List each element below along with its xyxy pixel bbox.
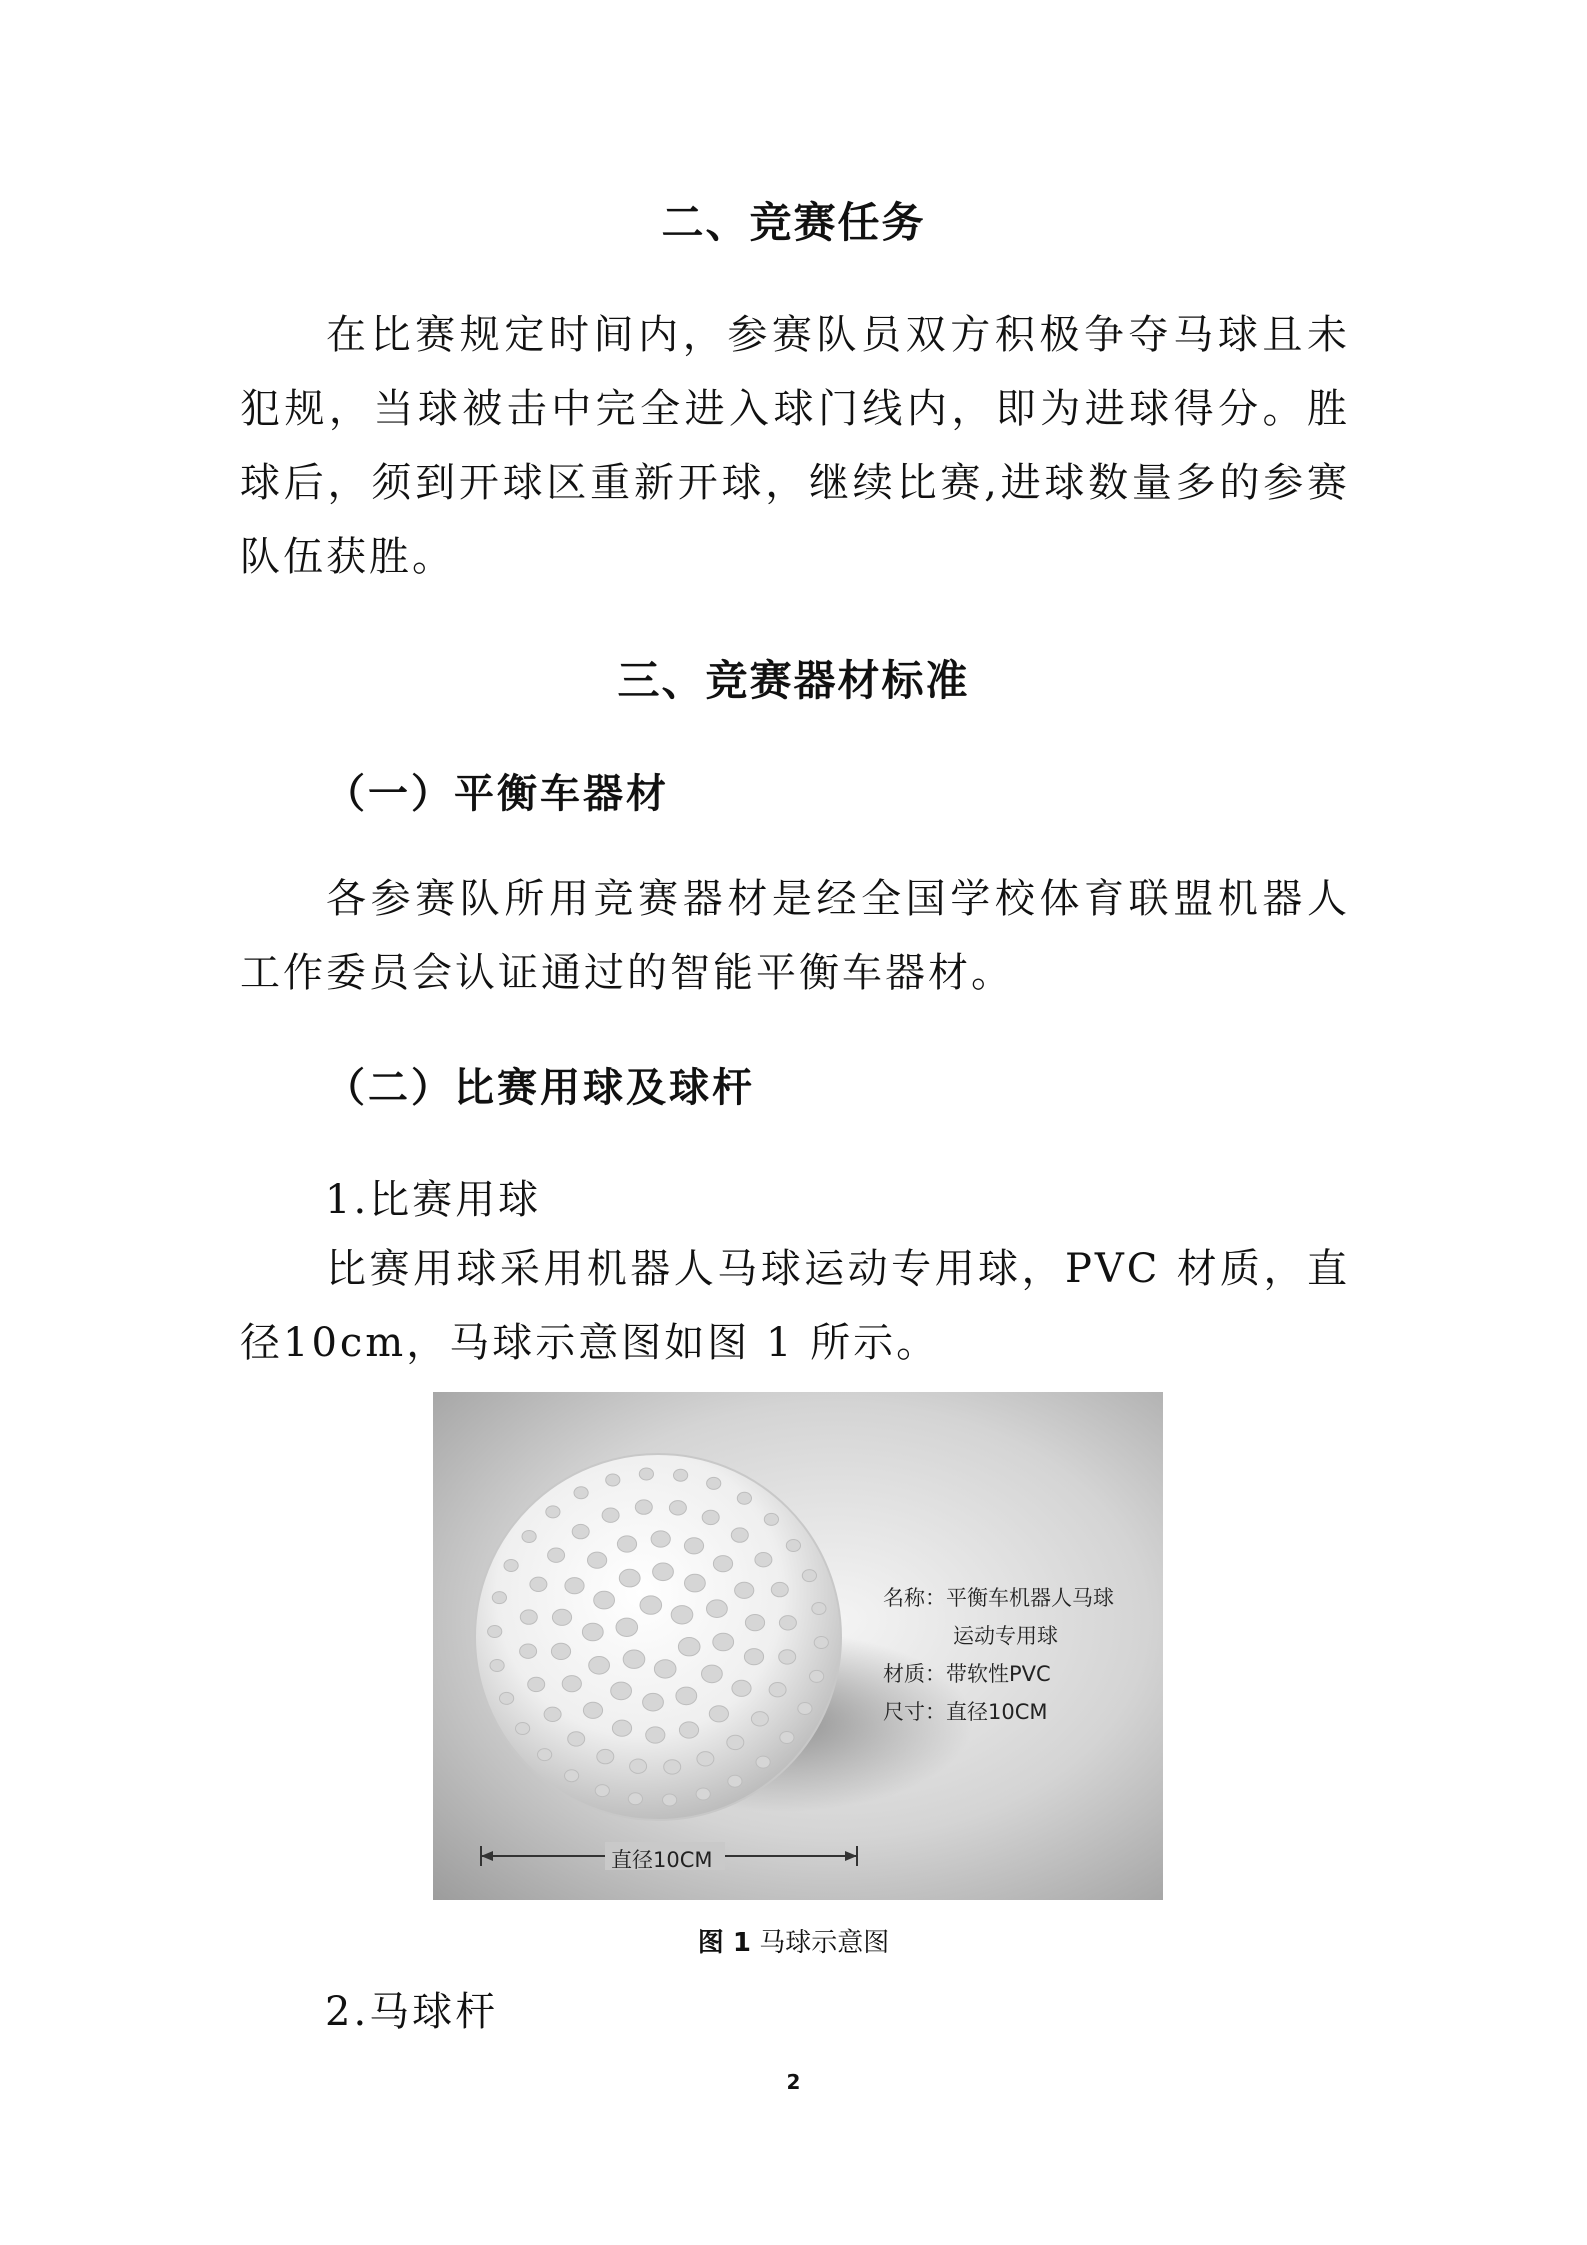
ball-dimple [646, 1727, 665, 1743]
ball-dimple [671, 1606, 693, 1624]
ball-dimple [679, 1722, 698, 1738]
ball-dimple [735, 1582, 754, 1598]
ball-dimple [488, 1626, 502, 1638]
ball-dimple [639, 1468, 653, 1480]
ball-dimple [810, 1670, 824, 1682]
ball-dimple [814, 1637, 828, 1649]
ball-dimple [612, 1720, 631, 1736]
ball-dimple [546, 1506, 560, 1518]
ball-dimple [565, 1770, 579, 1782]
spec-material: 材质：带软性PVC [883, 1662, 1051, 1686]
ball-dimple [780, 1732, 794, 1744]
item-title-match-ball: 1.比赛用球 [325, 1177, 542, 1223]
ball-dimple [597, 1749, 614, 1763]
ball-dimple [616, 1618, 638, 1636]
ball-dimple [643, 1693, 664, 1711]
figure-caption-number: 图 1 [697, 1928, 751, 1958]
ball-dimple [653, 1563, 674, 1581]
ball-dimple [544, 1707, 561, 1721]
ball-dimple [676, 1687, 697, 1705]
ball-dimple [504, 1560, 518, 1572]
ball-dimple [696, 1788, 710, 1800]
paragraph-match-ball: 比赛用球采用机器人马球运动专用球，PVC 材质，直径10cm，马球示意图如图 1 所示。 [240, 1246, 1350, 1366]
ball-dimple [530, 1577, 547, 1591]
ball-dimple [588, 1552, 607, 1568]
ball-dimple [606, 1474, 620, 1486]
ball-dimple [713, 1633, 734, 1651]
paragraph-balance-car: 各参赛队所用竞赛器材是经全国学校体育联盟机器人工作委员会认证通过的智能平衡车器材。 [240, 876, 1350, 996]
section-heading-competition-task: 二、竞赛任务 [661, 198, 926, 247]
ball-dimple [522, 1531, 536, 1543]
arrow-left-icon [481, 1851, 493, 1861]
ball-dimple [568, 1732, 585, 1746]
ball-dimple [728, 1775, 742, 1787]
ball-dimple [713, 1556, 732, 1572]
polo-ball-figure [433, 1392, 1163, 1900]
figure-caption [0, 1922, 1587, 1959]
item-title-mallet: 2.马球杆 [325, 1989, 499, 2035]
ball-dimple [674, 1469, 688, 1481]
ball-dimple [640, 1596, 662, 1614]
ball-dimple [663, 1794, 677, 1806]
ball-dimple [771, 1582, 788, 1596]
ball-dimple [594, 1591, 615, 1609]
ball-dimple [500, 1692, 514, 1704]
subsection-heading-ball-and-mallet: （二）比赛用球及球杆 [325, 1065, 755, 1111]
ball-dimple [732, 1680, 751, 1696]
arrow-right-icon [845, 1851, 857, 1861]
spec-size: 尺寸：直径10CM [883, 1700, 1048, 1724]
ball-dimple [595, 1785, 609, 1797]
spec-name-line2: 运动专用球 [953, 1624, 1058, 1648]
ball-dimple [751, 1712, 768, 1726]
ball-dimple [582, 1623, 603, 1641]
ball-dimple [516, 1723, 530, 1735]
ball-dimple [731, 1528, 748, 1542]
ball-dimple [548, 1548, 565, 1562]
ball-dimple [602, 1508, 619, 1522]
ball-dimple [651, 1531, 670, 1547]
ball-dimple [745, 1615, 764, 1631]
ball-dimple [685, 1574, 706, 1592]
ball-dimple [727, 1735, 744, 1749]
ball-dimple [664, 1760, 681, 1774]
ball-dimple [779, 1616, 796, 1630]
ball-dimple [798, 1703, 812, 1715]
ball-dimple [702, 1510, 719, 1524]
ball-dimple [574, 1487, 588, 1499]
ball-dimple [611, 1682, 632, 1700]
ball-dimple [520, 1610, 537, 1624]
ball-dimple [528, 1677, 545, 1691]
ball-dimple [635, 1500, 652, 1514]
ball-dimple [812, 1603, 826, 1615]
ball-dimple [709, 1706, 728, 1722]
ball-dimple [565, 1578, 584, 1594]
ball-dimple [769, 1683, 786, 1697]
ball-dimple [562, 1676, 581, 1692]
ball-dimple [490, 1660, 504, 1672]
ball-dimple [756, 1756, 770, 1768]
ball-dimple [654, 1660, 676, 1678]
ball-dimple [744, 1649, 763, 1665]
ball-dimple [684, 1538, 703, 1554]
ball-dimple [802, 1570, 816, 1582]
ball-dimple [779, 1650, 796, 1664]
ball-dimple [572, 1524, 589, 1538]
ball-dimple [678, 1638, 700, 1656]
ball-dimple [628, 1793, 642, 1805]
ball-dimple [623, 1650, 645, 1668]
ball-dimple [619, 1569, 640, 1587]
ball-dimple [589, 1657, 610, 1675]
ball-dimple [764, 1513, 778, 1525]
ball-dimple [697, 1752, 714, 1766]
ball-dimple [538, 1749, 552, 1761]
polo-ball [475, 1454, 841, 1820]
paragraph-competition-task: 在比赛规定时间内，参赛队员双方积极争夺马球且未犯规，当球被击中完全进入球门线内，即为进球得分。胜球后，须到开球区重新开球，继续比赛,进球数量多的参赛队伍获胜。 [240, 312, 1350, 580]
diameter-label: 直径10CM [611, 1848, 713, 1872]
ball-dimple [492, 1592, 506, 1604]
section-heading-equipment-standards: 三、竞赛器材标准 [617, 656, 970, 705]
figure-caption-text: 马球示意图 [759, 1928, 890, 1958]
subsection-heading-balance-car: （一）平衡车器材 [325, 771, 669, 817]
spec-name-line1: 名称：平衡车机器人马球 [883, 1586, 1114, 1610]
ball-dimple [583, 1702, 602, 1718]
ball-dimple [786, 1540, 800, 1552]
ball-dimple [707, 1477, 721, 1489]
ball-dimple [669, 1501, 686, 1515]
ball-dimple [707, 1600, 728, 1618]
ball-dimple [552, 1609, 571, 1625]
ball-dimple [551, 1643, 570, 1659]
ball-dimple [755, 1553, 772, 1567]
ball-dimple [702, 1665, 723, 1683]
ball-dimple [617, 1536, 636, 1552]
ball-dimple [737, 1492, 751, 1504]
ball-dimple [630, 1759, 647, 1773]
ball-dimple [520, 1644, 537, 1658]
page-number: 2 [786, 2070, 801, 2094]
